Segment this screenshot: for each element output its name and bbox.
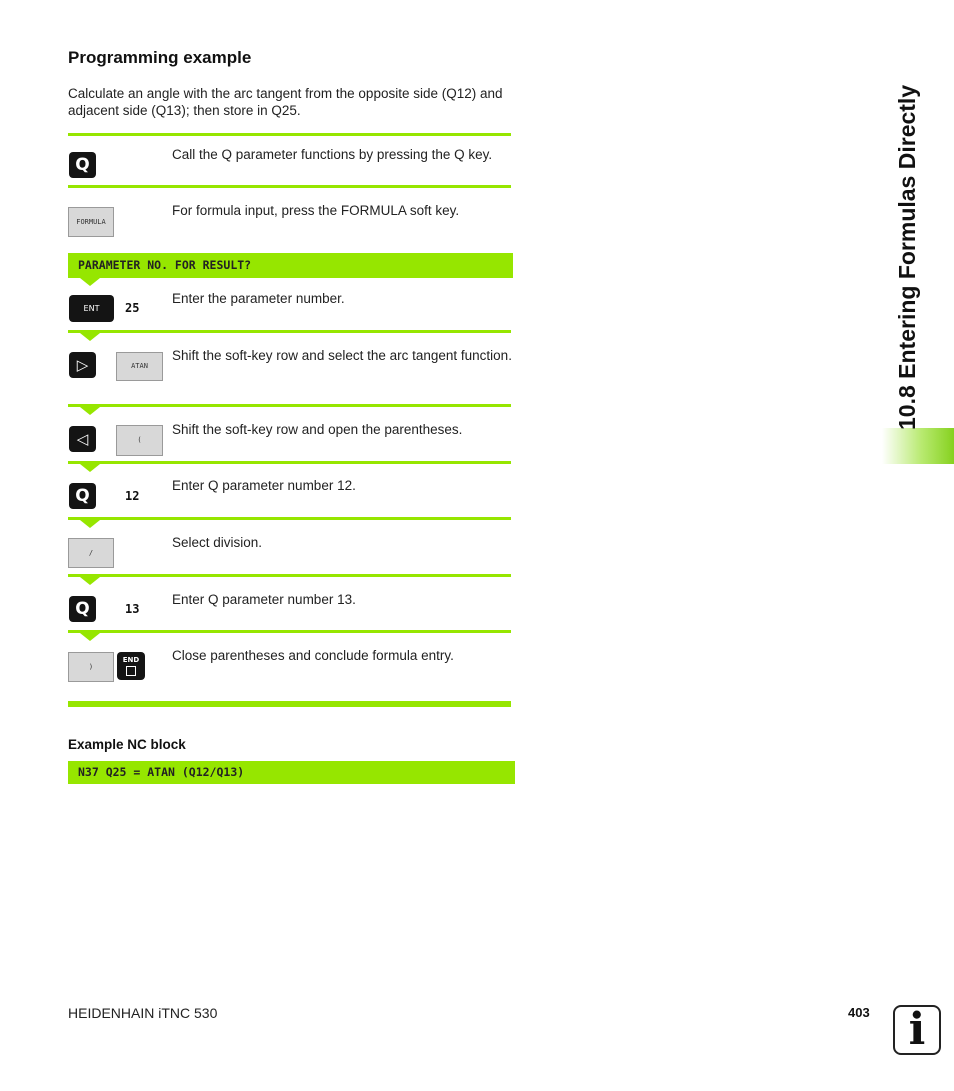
input-value: 13 xyxy=(125,602,140,616)
arrow-right-key[interactable] xyxy=(69,352,96,378)
step-description: Enter Q parameter number 12. xyxy=(172,478,356,493)
sequence-end-bar xyxy=(68,701,511,707)
q-key[interactable]: Q xyxy=(69,483,96,509)
page-number: 403 xyxy=(848,1005,870,1020)
end-key[interactable] xyxy=(117,652,145,680)
formula-softkey[interactable]: FORMULA xyxy=(68,207,114,237)
q-key[interactable]: Q xyxy=(69,152,96,178)
end-key-label: END xyxy=(122,656,140,664)
step-description: Call the Q parameter functions by pressing the Q key. xyxy=(172,147,493,162)
step-description: Shift the soft-key row and select the arc tangent function. xyxy=(172,348,512,363)
intro-text: Calculate an angle with the arc tangent from the opposite side (Q12) and adjacent side (Q13); then store in Q25. xyxy=(68,86,503,118)
step-separator xyxy=(68,185,511,188)
dialog-prompt: PARAMETER NO. FOR RESULT? xyxy=(68,253,513,278)
q-key[interactable]: Q xyxy=(69,596,96,622)
step-description: Close parentheses and conclude formula entry. xyxy=(172,648,454,663)
step-description: Select division. xyxy=(172,535,263,550)
footer-product: HEIDENHAIN iTNC 530 xyxy=(68,1005,218,1021)
flow-arrow xyxy=(80,333,100,341)
arrow-right-icon: ▷ xyxy=(76,356,89,374)
step-description: Shift the soft-key row and open the parentheses. xyxy=(172,422,463,437)
step-separator xyxy=(68,574,511,577)
step-separator xyxy=(68,461,511,464)
example-heading: Example NC block xyxy=(68,737,186,752)
flow-arrow xyxy=(80,577,100,585)
flow-arrow xyxy=(80,278,100,286)
info-icon: i xyxy=(893,1005,941,1055)
page-title: Programming example xyxy=(68,48,252,67)
close-parenthesis-softkey[interactable]: ) xyxy=(68,652,114,682)
flow-arrow xyxy=(80,633,100,641)
flow-arrow xyxy=(80,520,100,528)
step-separator xyxy=(68,630,511,633)
step-description: Enter the parameter number. xyxy=(172,291,345,306)
flow-arrow xyxy=(80,464,100,472)
step-description: For formula input, press the FORMULA soft key. xyxy=(172,203,460,218)
division-softkey[interactable]: / xyxy=(68,538,114,568)
nc-block-code: N37 Q25 = ATAN (Q12/Q13) xyxy=(68,761,515,784)
ent-key[interactable]: ENT xyxy=(69,295,114,322)
input-value: 12 xyxy=(125,489,140,503)
step-separator xyxy=(68,404,511,407)
open-parenthesis-softkey[interactable]: ( xyxy=(116,425,163,456)
input-value: 25 xyxy=(125,301,140,315)
atan-softkey[interactable]: ATAN xyxy=(116,352,163,381)
step-separator xyxy=(68,133,511,136)
chapter-tab xyxy=(882,428,954,464)
end-square-icon xyxy=(126,666,136,676)
chapter-title: 10.8 Entering Formulas Directly xyxy=(894,84,920,430)
step-separator xyxy=(68,330,511,333)
arrow-left-key[interactable] xyxy=(69,426,96,452)
step-separator xyxy=(68,517,511,520)
step-description: Enter Q parameter number 13. xyxy=(172,592,356,607)
flow-arrow xyxy=(80,407,100,415)
arrow-left-icon: ◁ xyxy=(76,430,89,448)
